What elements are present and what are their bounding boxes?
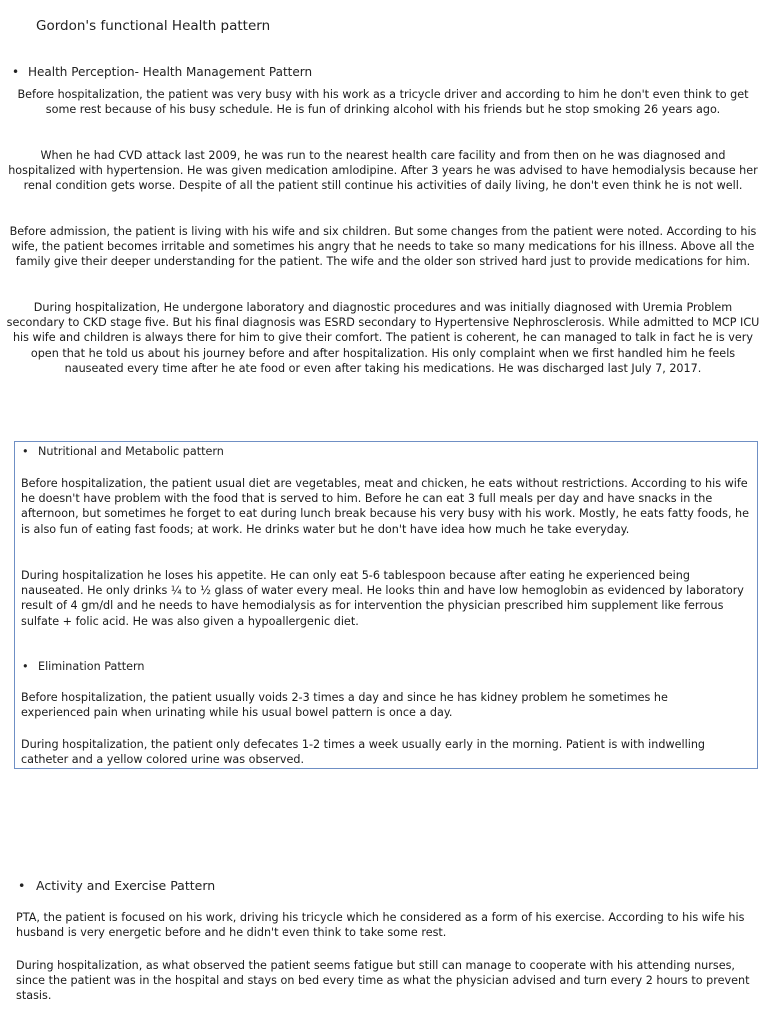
activity-heading — [18, 878, 215, 893]
health-perception-paragraph-1: Before hospitalization, the patient was very busy with his work as a tricycle driver and according to him he don't even think to get some rest because of his busy schedule. He is fun of drinking alcohol with his friends but he stop smoking 26 years ago. — [17, 88, 749, 117]
activity-paragraph-2: During hospitalization, as what observed the patient seems fatigue but still can manage to cooperate with his attending nurses, since the patient was in the hospital and stays on bed every time as what the physician advised and turn every 2 hours to prevent stasis. — [16, 959, 750, 1003]
bullet-icon: • — [18, 878, 26, 893]
health-perception-paragraph-2: When he had CVD attack last 2009, he was run to the nearest health care facility and from then on he was diagnosed and hospitalized with hypertension. He was given medication amlodipine. After 3 years he was advised to have hemodialysis because her renal condition gets worse. Despite of all the patient still continue his activities of daily living, he don't even think he is not well. — [8, 149, 758, 193]
elimination-paragraph-1: Before hospitalization, the patient usually voids 2-3 times a day and since he has kidney problem he sometimes he experienced pain when urinating while his usual bowel pattern is once a day. — [21, 691, 668, 720]
activity-heading-text: Activity and Exercise Pattern — [36, 878, 216, 893]
page-title: Gordon's functional Health pattern — [36, 18, 271, 34]
nutritional-paragraph-2: During hospitalization he loses his appetite. He can only eat 5-6 tablespoon because after eating he experienced being nauseated. He only drinks ¼ to ½ glass of water every meal. He looks thin and have low hemoglobin as evidenced by laboratory result of 4 gm/dl and he needs to have hemodialysis as for intervention the physician prescribed him supplement like ferrous sulfate + folic acid. He was also given a hypoallergenic diet. — [21, 569, 744, 628]
health-perception-heading — [12, 65, 312, 79]
nutritional-paragraph-1: Before hospitalization, the patient usual diet are vegetables, meat and chicken, he eats without restrictions. According to his wife he doesn't have problem with the food that is served to him. Before he can eat 3 full meals per day and have snacks in the afternoon, but sometimes he forget to eat during lunch break because his very busy with his work. Mostly, he eats fatty foods, he is also fun of eating fast foods; at work. He drinks water but he don't have idea how much he take everyday. — [21, 477, 750, 536]
bullet-icon: • — [22, 445, 29, 458]
nutritional-heading — [22, 445, 224, 458]
health-perception-paragraph-3: Before admission, the patient is living with his wife and six children. But some changes from the patient were noted. According to his wife, the patient becomes irritable and sometimes his angry that he needs to take so many medications for his illness. Above all the family give their deeper understanding for the patient. The wife and the older son strived hard just to provide medications for him. — [9, 225, 757, 269]
elimination-paragraph-2: During hospitalization, the patient only defecates 1-2 times a week usually early in the morning. Patient is with indwelling catheter and a yellow colored urine was observed. — [21, 738, 706, 767]
elimination-heading-text: Elimination Pattern — [38, 660, 145, 673]
health-perception-heading-text: Health Perception- Health Management Pattern — [28, 65, 313, 79]
bullet-icon: • — [22, 660, 29, 673]
nutritional-heading-text: Nutritional and Metabolic pattern — [38, 445, 224, 458]
activity-paragraph-1: PTA, the patient is focused on his work, driving his tricycle which he considered as a form of his exercise. According to his wife his husband is very energetic before and he didn't even think to take some rest. — [16, 911, 745, 940]
health-perception-paragraph-4: During hospitalization, He undergone laboratory and diagnostic procedures and was initially diagnosed with Uremia Problem secondary to CKD stage five. But his final diagnosis was ESRD secondary to Hypertensive Nephrosclerosis. While admitted to MCP ICU his wife and children is always there for him to give their comfort. The patient is coherent, he can managed to talk in fact he is very open that he told us about his journey before and after hospitalization. His only complaint when we first handled him he feels nauseated every time after he ate food or even after taking his medications. He was discharged last July 7, 2017. — [6, 301, 760, 375]
elimination-heading — [22, 660, 144, 673]
bullet-icon: • — [12, 65, 20, 79]
